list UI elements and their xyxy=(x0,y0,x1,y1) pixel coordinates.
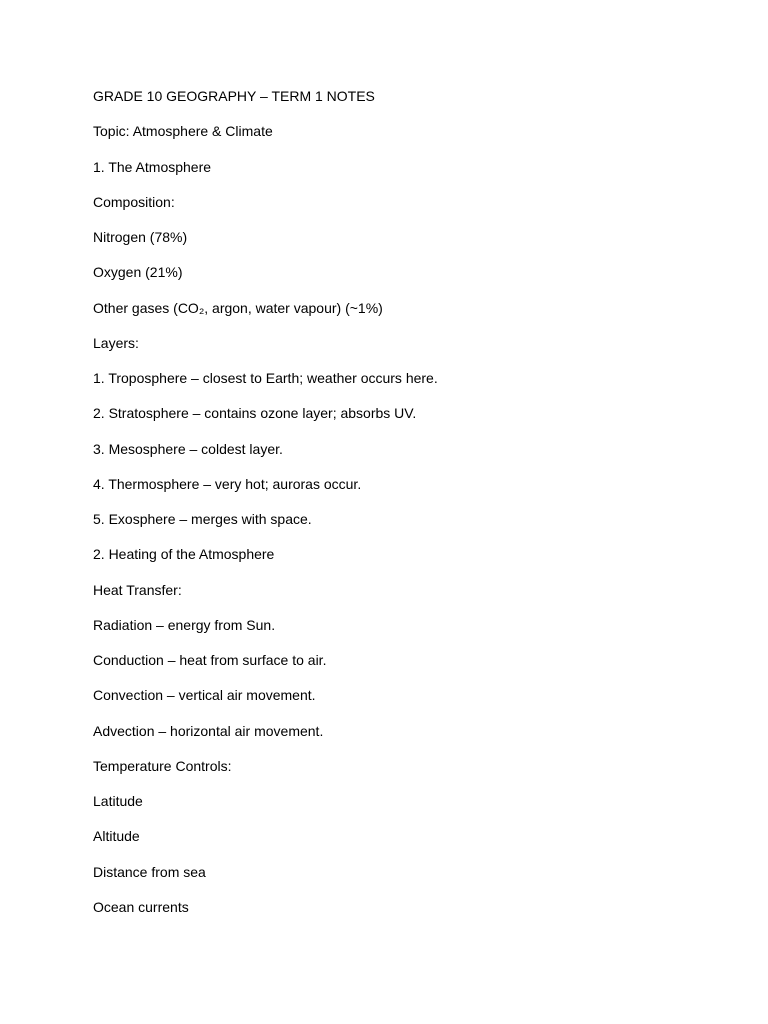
layer-item-mesosphere: 3. Mesosphere – coldest layer. xyxy=(93,441,283,457)
temperature-control-item-distance-from-sea: Distance from sea xyxy=(93,864,206,880)
section-heading-heating: 2. Heating of the Atmosphere xyxy=(93,546,275,562)
temperature-control-item-latitude: Latitude xyxy=(93,793,143,809)
temperature-control-item-altitude: Altitude xyxy=(93,828,140,844)
heat-transfer-item-radiation: Radiation – energy from Sun. xyxy=(93,617,276,633)
layers-label: Layers: xyxy=(93,335,139,351)
layer-item-stratosphere: 2. Stratosphere – contains ozone layer; absorbs UV. xyxy=(93,405,417,421)
heat-transfer-label: Heat Transfer: xyxy=(93,582,182,598)
temperature-controls-label: Temperature Controls: xyxy=(93,758,232,774)
layer-item-exosphere: 5. Exosphere – merges with space. xyxy=(93,511,312,527)
composition-item-other-gases: Other gases (CO₂, argon, water vapour) (~1%) xyxy=(93,300,383,316)
layer-item-thermosphere: 4. Thermosphere – very hot; auroras occur. xyxy=(93,476,362,492)
composition-item-oxygen: Oxygen (21%) xyxy=(93,264,183,280)
heat-transfer-item-advection: Advection – horizontal air movement. xyxy=(93,723,324,739)
section-heading-atmosphere: 1. The Atmosphere xyxy=(93,159,212,175)
temperature-control-item-ocean-currents: Ocean currents xyxy=(93,899,189,915)
topic-line: Topic: Atmosphere & Climate xyxy=(93,123,273,139)
composition-label: Composition: xyxy=(93,194,175,210)
composition-item-nitrogen: Nitrogen (78%) xyxy=(93,229,188,245)
heat-transfer-item-convection: Convection – vertical air movement. xyxy=(93,687,316,703)
layer-item-troposphere: 1. Troposphere – closest to Earth; weather occurs here. xyxy=(93,370,438,386)
document-title: GRADE 10 GEOGRAPHY – TERM 1 NOTES xyxy=(93,88,375,104)
heat-transfer-item-conduction: Conduction – heat from surface to air. xyxy=(93,652,327,668)
